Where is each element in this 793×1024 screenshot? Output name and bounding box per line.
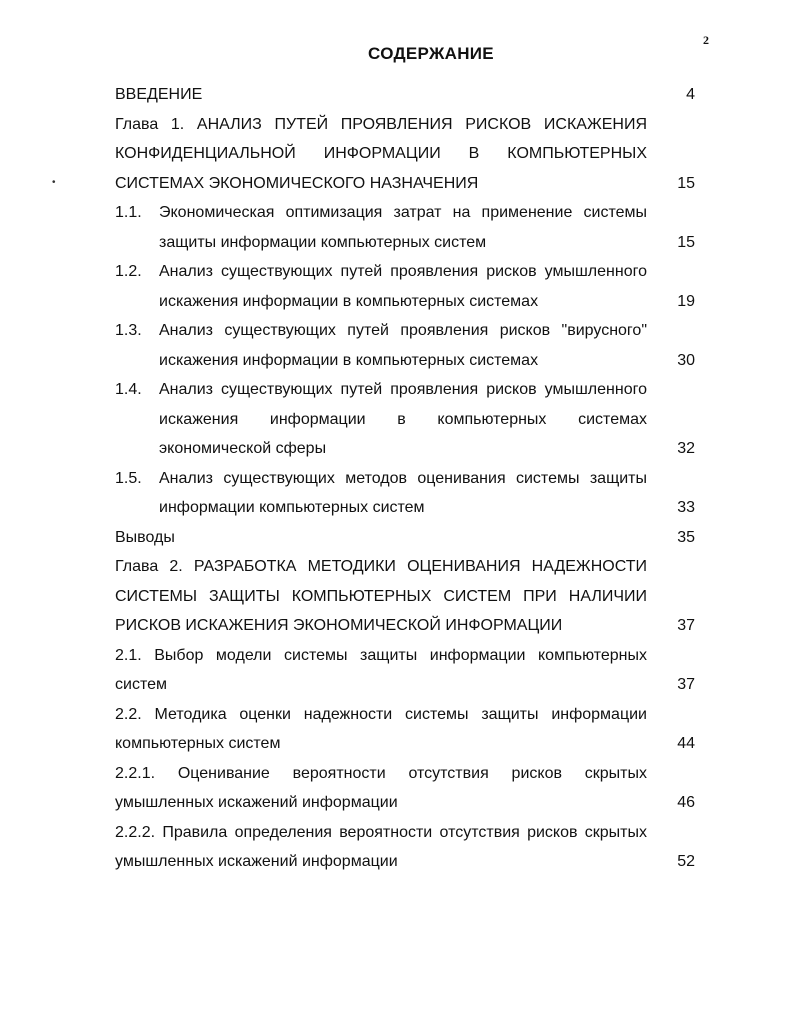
toc-entry-section-1-5 <box>115 464 695 523</box>
toc-entry-chapter-2 <box>115 552 695 641</box>
toc-entry-number: 1.5. <box>115 469 142 487</box>
toc-entry-section-2-2-2 <box>115 818 695 877</box>
toc-entry-number: 1.2. <box>115 263 142 280</box>
toc-entry-text: Глава 1. АНАЛИЗ ПУТЕЙ ПРОЯВЛЕНИЯ РИСКОВ ИСКАЖЕНИЯ КОНФИДЕНЦИАЛЬНОЙ ИНФОРМАЦИИ В КОМПЬЮТЕРНЫХ СИСТЕМАХ ЭКОНОМИЧЕСКОГО НАЗНАЧЕНИЯ <box>115 115 647 192</box>
toc-entry-section-1-3 <box>115 316 695 375</box>
toc-entry-section-2-2 <box>115 700 695 759</box>
toc-entry-page: 44 <box>677 735 695 752</box>
toc-entry-section-1-2 <box>115 257 695 316</box>
toc-entry-section-1-4 <box>115 375 695 464</box>
toc-entry-chapter-1 <box>115 110 695 199</box>
toc-entry-page: 52 <box>677 853 695 870</box>
toc-entry-text: Выводы <box>115 528 175 546</box>
toc-entry-text: ВВЕДЕНИЕ <box>115 86 203 103</box>
toc-entry-text: Анализ существующих путей проявления рисков умышленного искажения информации в компьютерных системах <box>159 263 647 310</box>
toc-entry-text: 2.2. Методика оценки надежности системы защиты информации компьютерных систем <box>115 705 647 752</box>
toc-entry-text: 2.2.1. Оценивание вероятности отсутствия рисков скрытых умышленных искажений информации <box>115 764 647 811</box>
toc-entry-page: 19 <box>677 292 695 310</box>
toc-entry-text: Анализ существующих путей проявления рисков умышленного искажения информации в компьютерных системах экономической сферы <box>159 381 647 457</box>
toc-entry-page: 15 <box>677 233 695 251</box>
toc-entry-section-2-2-1 <box>115 759 695 818</box>
table-of-contents <box>115 80 695 877</box>
toc-entry-page: 35 <box>677 528 695 546</box>
toc-entry-text: Глава 2. РАЗРАБОТКА МЕТОДИКИ ОЦЕНИВАНИЯ НАДЕЖНОСТИ СИСТЕМЫ ЗАЩИТЫ КОМПЬЮТЕРНЫХ СИСТЕМ ПРИ НАЛИЧИИ РИСКОВ ИСКАЖЕНИЯ ЭКОНОМИЧЕСКОЙ ИНФОРМАЦИИ <box>115 558 647 634</box>
toc-entry-number: 1.4. <box>115 381 142 398</box>
toc-entry-page: 37 <box>677 676 695 693</box>
toc-entry-page: 37 <box>677 617 695 634</box>
toc-entry-number: 1.3. <box>115 322 142 339</box>
toc-entry-page: 30 <box>677 351 695 369</box>
toc-entry-conclusions <box>115 523 695 553</box>
toc-entry-page: 33 <box>677 499 695 516</box>
toc-entry-number: 1.1. <box>115 204 142 221</box>
scan-artifact-mark: • <box>52 177 56 188</box>
page-number: 2 <box>703 33 709 47</box>
page-title: СОДЕРЖАНИЕ <box>368 44 494 63</box>
toc-entry-text: Анализ существующих путей проявления рисков "вирусного" искажения информации в компьютерных системах <box>159 322 647 369</box>
toc-entry-page: 32 <box>677 440 695 457</box>
toc-entry-section-2-1 <box>115 641 695 700</box>
toc-entry-text: Экономическая оптимизация затрат на применение системы защиты информации компьютерных систем <box>159 204 647 251</box>
toc-entry-text: 2.1. Выбор модели системы защиты информации компьютерных систем <box>115 646 647 693</box>
toc-entry-introduction <box>115 80 695 110</box>
toc-entry-page: 4 <box>686 86 695 103</box>
toc-entry-page: 15 <box>677 174 695 192</box>
toc-entry-section-1-1 <box>115 198 695 257</box>
toc-entry-text: 2.2.2. Правила определения вероятности отсутствия рисков скрытых умышленных искажений информации <box>115 823 647 870</box>
toc-entry-text: Анализ существующих методов оценивания системы защиты информации компьютерных систем <box>159 469 647 516</box>
toc-entry-page: 46 <box>677 794 695 811</box>
